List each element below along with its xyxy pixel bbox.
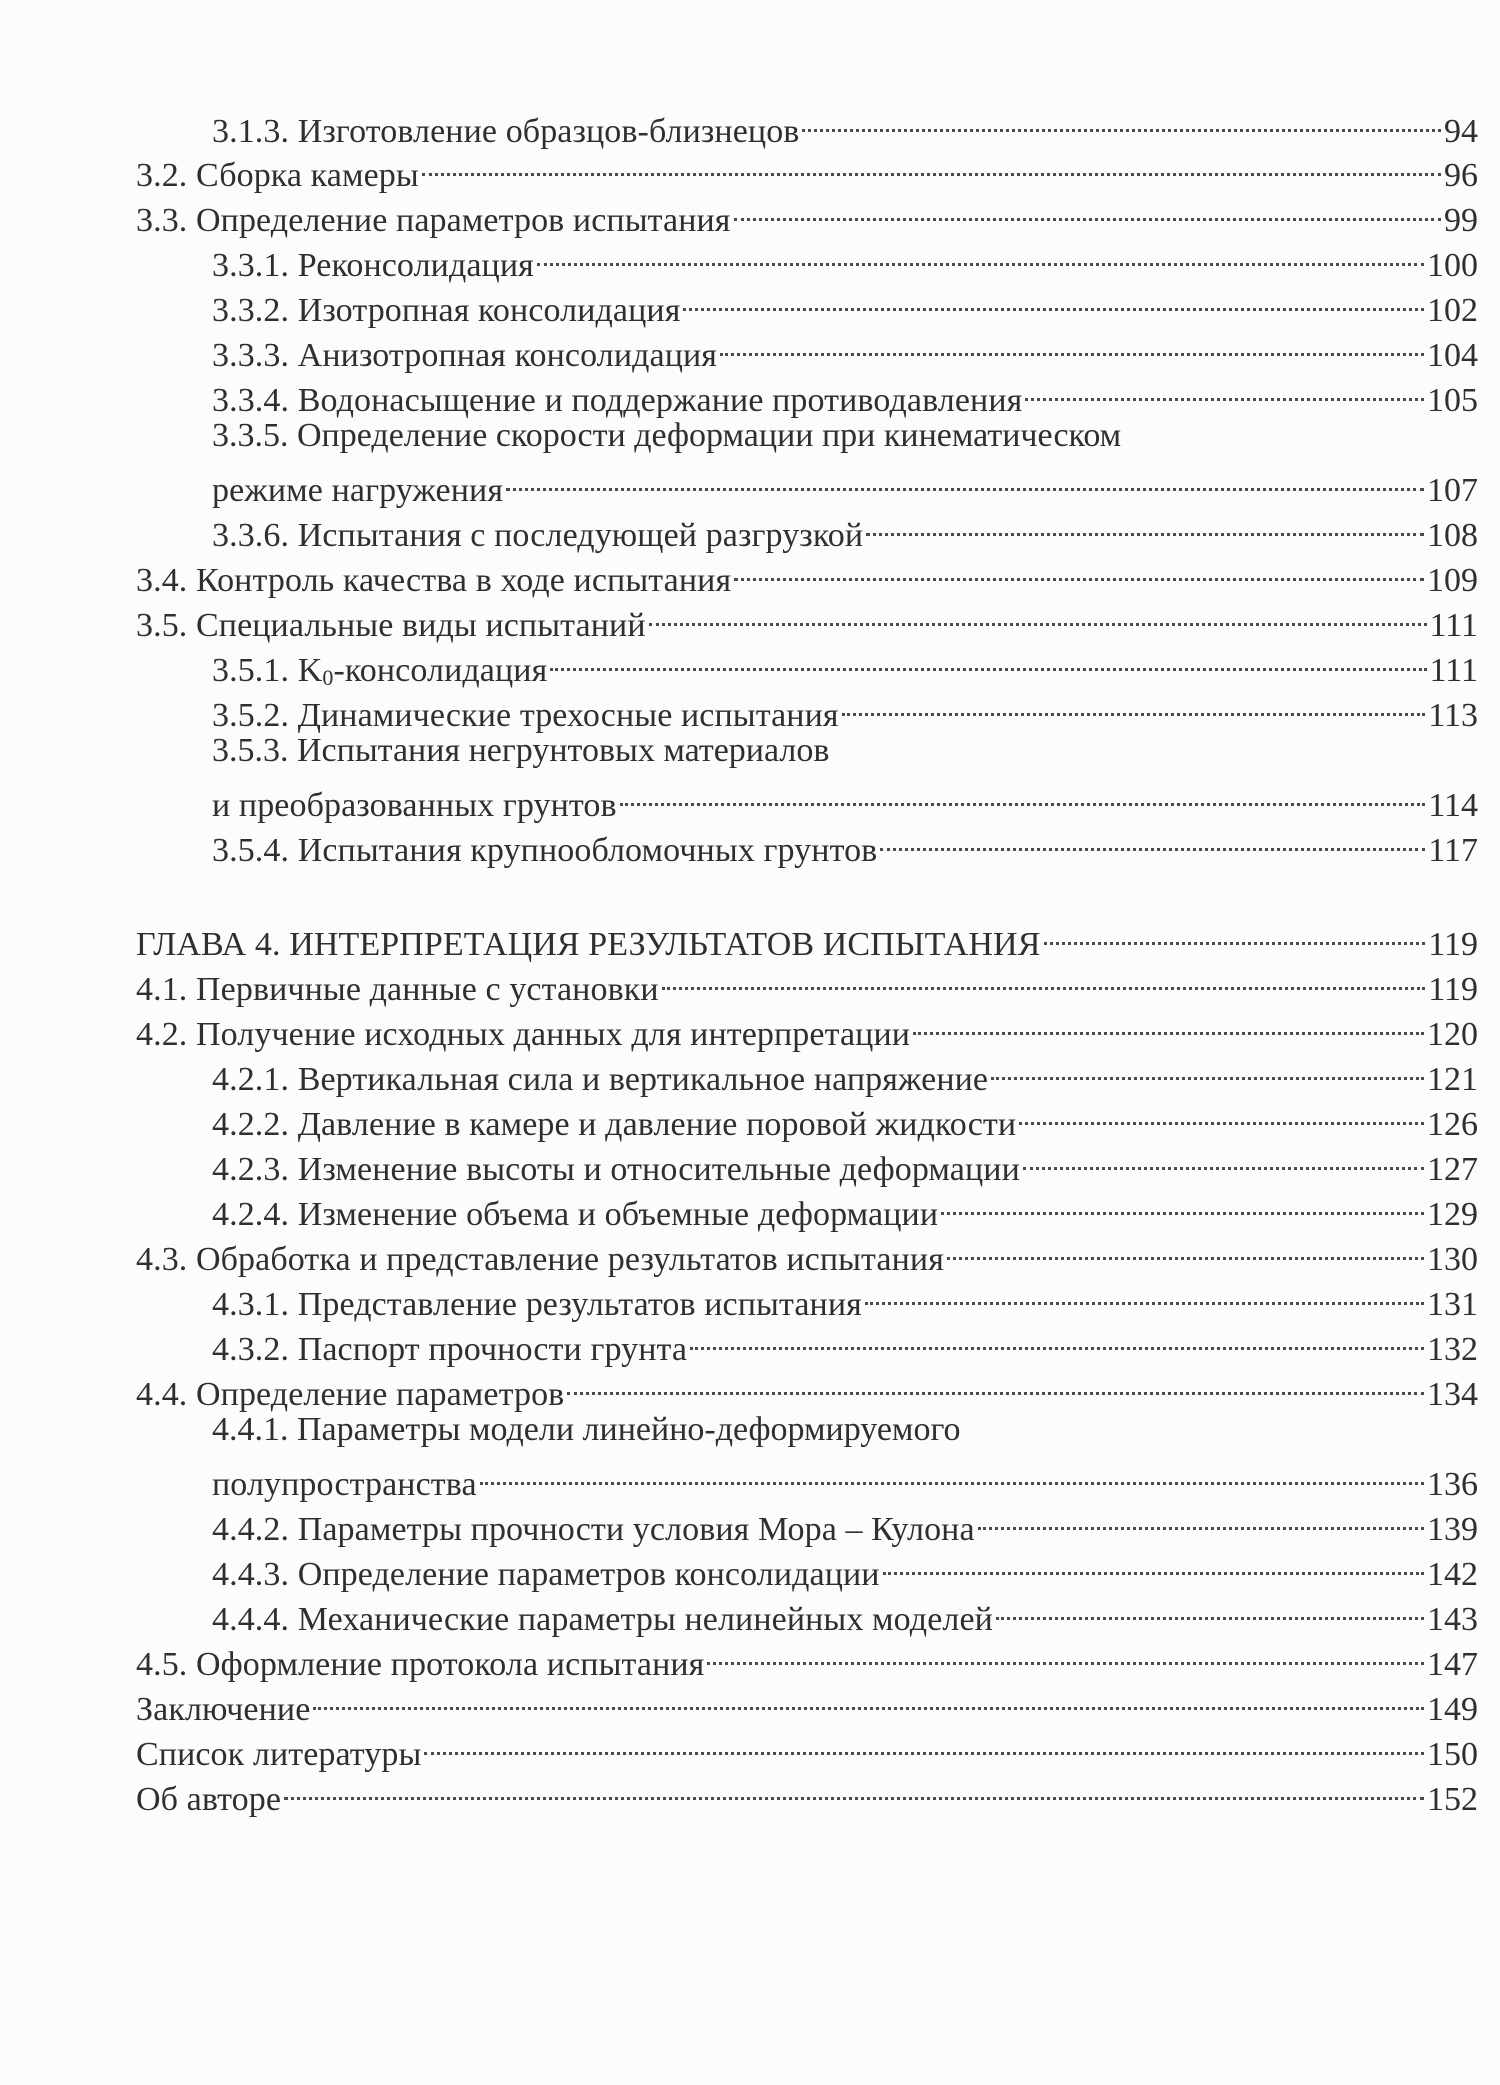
toc-entry (0, 191, 1500, 239)
toc-entry-title: 3.5.2. Динамические трехосные испытания (212, 697, 839, 734)
toc-line (136, 915, 1478, 965)
toc-entry-title: 3.3.3. Анизотропная консолидация (212, 337, 718, 374)
toc-entry-page: 100 (1427, 247, 1478, 284)
dot-leader (662, 960, 1426, 1000)
dot-leader (683, 281, 1424, 321)
toc-entry (0, 236, 1500, 284)
toc-entry (0, 1500, 1500, 1548)
toc-entry-page: 119 (1428, 926, 1478, 963)
toc-entry-title: 4.3.1. Представление результатов испытания (212, 1286, 862, 1323)
toc-entry (0, 1590, 1500, 1638)
toc-entry-page: 121 (1427, 1061, 1478, 1098)
dot-leader (1019, 1095, 1424, 1135)
dot-leader (802, 102, 1441, 142)
toc-entry-page: 129 (1427, 1196, 1478, 1233)
toc-entry-page: 131 (1427, 1286, 1478, 1323)
toc-line (136, 960, 1478, 1010)
toc-entry-title: Заключение (136, 1691, 311, 1728)
toc-entry (0, 371, 1500, 419)
toc-entry (0, 1410, 1500, 1450)
toc-entry-title: 3.3. Определение параметров испытания (136, 202, 731, 239)
toc-entry-page: 134 (1427, 1376, 1478, 1413)
toc-entry (0, 461, 1500, 509)
toc-entry-title: 3.1.3. Изготовление образцов-близнецов (212, 113, 800, 150)
toc-line (212, 1545, 1478, 1595)
toc-entry-title: 3.4. Контроль качества в ходе испытания (136, 562, 732, 599)
toc-entry-title: 4.4. Определение параметров (136, 1376, 565, 1413)
toc-line (136, 1230, 1478, 1280)
dot-leader (991, 1050, 1424, 1090)
toc-entry (0, 1185, 1500, 1233)
toc-line (212, 461, 1478, 511)
toc-entry-title: 4.2.2. Давление в камере и давление поровой жидкости (212, 1106, 1017, 1143)
toc-entry (0, 1365, 1500, 1413)
toc-entry-page: 142 (1427, 1556, 1478, 1593)
toc-entry-page: 120 (1427, 1016, 1478, 1053)
toc-line (136, 1635, 1478, 1685)
toc-entry-page: 113 (1428, 697, 1478, 734)
toc-entry-page: 111 (1429, 652, 1478, 689)
toc-entry-title: 3.3.2. Изотропная консолидация (212, 292, 681, 329)
toc-line (212, 1320, 1478, 1370)
toc-entry-title: 3.3.4. Водонасыщение и поддержание противодавления (212, 382, 1023, 419)
dot-leader (1044, 915, 1426, 955)
dot-leader (720, 326, 1424, 366)
toc-entry-page: 114 (1428, 787, 1478, 824)
dot-leader (1023, 1140, 1424, 1180)
toc-entry-title: 4.4.2. Параметры прочности условия Мора – Кулона (212, 1511, 975, 1548)
toc-entry-page: 119 (1428, 971, 1478, 1008)
toc-entry-page: 107 (1427, 472, 1478, 509)
toc-line (212, 506, 1478, 556)
toc-entry-page: 139 (1427, 1511, 1478, 1548)
dot-leader (284, 1770, 1424, 1810)
toc-entry (0, 551, 1500, 599)
toc-entry-title: 4.4.3. Определение параметров консолидации (212, 1556, 880, 1593)
dot-leader (424, 1725, 1424, 1765)
toc-entry-title: 4.4.4. Механические параметры нелинейных моделей (212, 1601, 993, 1638)
toc-entry-title: 4.2. Получение исходных данных для интерпретации (136, 1016, 911, 1053)
toc-line (136, 1725, 1478, 1775)
toc-entry (0, 1725, 1500, 1773)
toc-entry-page: 99 (1444, 202, 1478, 239)
toc-entry-title: Список литературы (136, 1736, 422, 1773)
toc-line (136, 551, 1478, 601)
dot-leader (567, 1365, 1424, 1405)
toc-entry (0, 776, 1500, 824)
toc-entry (0, 641, 1500, 690)
toc-entry-title-line2: режиме нагружения (212, 472, 504, 509)
toc-entry (0, 731, 1500, 771)
toc-line (212, 686, 1478, 736)
toc-entry-title: 3.3.1. Реконсолидация (212, 247, 534, 284)
toc-entry (0, 1455, 1500, 1503)
toc-entry-page: 96 (1444, 157, 1478, 194)
toc-entry (0, 1005, 1500, 1053)
toc-entry-title: 3.2. Сборка камеры (136, 157, 419, 194)
toc-line (212, 326, 1478, 376)
toc-entry (0, 1275, 1500, 1323)
toc-entry-title-prefix: 3.5.1. K (212, 652, 323, 689)
toc-entry-title-line1: 4.4.1. Параметры модели линейно-деформируемого (212, 1411, 961, 1448)
toc-entry-page: 94 (1444, 113, 1478, 150)
toc-entry-title: 3.3.6. Испытания с последующей разгрузкой (212, 517, 864, 554)
dot-leader (865, 1275, 1424, 1315)
subscript-zero: 0 (322, 665, 334, 690)
toc-line (136, 1770, 1478, 1820)
dot-leader (880, 821, 1425, 861)
toc-entry-title-line1: 3.5.3. Испытания негрунтовых материалов (212, 732, 830, 769)
toc-entry-page: 104 (1427, 337, 1478, 374)
toc-entry-title (212, 651, 547, 691)
toc-entry-page: 102 (1427, 292, 1478, 329)
dot-leader (550, 641, 1426, 681)
toc-line (212, 281, 1478, 331)
toc-line (136, 191, 1478, 241)
toc-entry-page: 132 (1427, 1331, 1478, 1368)
toc-entry-title: 4.1. Первичные данные с установки (136, 971, 659, 1008)
toc-entry (0, 1545, 1500, 1593)
toc-entry-page: 150 (1427, 1736, 1478, 1773)
dot-leader (913, 1005, 1424, 1045)
toc-entry-page: 127 (1427, 1151, 1478, 1188)
toc-entry (0, 326, 1500, 374)
toc-entry (0, 596, 1500, 644)
toc-line (212, 1275, 1478, 1325)
toc-entry (0, 1635, 1500, 1683)
dot-leader (883, 1545, 1424, 1585)
toc-chapter-entry (0, 915, 1500, 963)
toc-entry-title-line1: 3.3.5. Определение скорости деформации при кинематическом (212, 417, 1122, 454)
toc-line (212, 1140, 1478, 1190)
toc-line (212, 1455, 1478, 1505)
toc-line (212, 1050, 1478, 1100)
dot-leader (947, 1230, 1424, 1270)
dot-leader (842, 686, 1426, 726)
toc-entry (0, 416, 1500, 456)
toc-entry-page: 117 (1428, 832, 1478, 869)
toc-line (212, 1500, 1478, 1550)
toc-entry-page: 130 (1427, 1241, 1478, 1278)
toc-line (212, 1095, 1478, 1145)
toc-entry (0, 960, 1500, 1008)
dot-leader (506, 461, 1424, 501)
toc-line (136, 146, 1478, 196)
toc-entry-title: Об авторе (136, 1781, 282, 1818)
toc-entry-page: 105 (1427, 382, 1478, 419)
toc-entry (0, 281, 1500, 329)
toc-line (212, 1590, 1478, 1640)
dot-leader (480, 1455, 1424, 1495)
dot-leader (996, 1590, 1424, 1630)
toc-line (212, 641, 1478, 691)
toc-entry-page: 126 (1427, 1106, 1478, 1143)
toc-line (212, 1185, 1478, 1235)
toc-line (212, 821, 1478, 871)
toc-line (212, 236, 1478, 286)
toc-entry-page: 143 (1427, 1601, 1478, 1638)
dot-leader (422, 146, 1441, 186)
toc-entry-title: 4.2.1. Вертикальная сила и вертикальное напряжение (212, 1061, 989, 1098)
toc-entry-title: 4.3.2. Паспорт прочности грунта (212, 1331, 688, 1368)
toc-entry (0, 821, 1500, 869)
toc-entry-title-suffix: -консолидация (333, 652, 548, 689)
toc-entry (0, 146, 1500, 194)
dot-leader (313, 1680, 1424, 1720)
dot-leader (1025, 371, 1424, 411)
toc-entry-title: 3.5.4. Испытания крупнообломочных грунтов (212, 832, 878, 869)
toc-entry-page: 152 (1427, 1781, 1478, 1818)
toc-entry-title: 4.3. Обработка и представление результатов испытания (136, 1241, 944, 1278)
toc-line (212, 776, 1478, 826)
toc-entry (0, 506, 1500, 554)
toc-entry-page: 136 (1427, 1466, 1478, 1503)
dot-leader (978, 1500, 1424, 1540)
toc-entry (0, 1095, 1500, 1143)
chapter-title: ГЛАВА 4. ИНТЕРПРЕТАЦИЯ РЕЗУЛЬТАТОВ ИСПЫТАНИЯ (136, 926, 1041, 963)
toc-entry-page: 149 (1427, 1691, 1478, 1728)
toc-entry (0, 1320, 1500, 1368)
dot-leader (734, 191, 1441, 231)
toc-entry (0, 1230, 1500, 1278)
toc-entry (0, 1770, 1500, 1818)
toc-line (136, 1005, 1478, 1055)
toc-entry-page: 108 (1427, 517, 1478, 554)
dot-leader (734, 551, 1424, 591)
toc-entry (0, 102, 1500, 150)
toc-line (136, 1365, 1478, 1415)
toc-entry-page: 111 (1429, 607, 1478, 644)
toc-entry-title: 4.2.3. Изменение высоты и относительные деформации (212, 1151, 1020, 1188)
toc-entry (0, 1050, 1500, 1098)
dot-leader (690, 1320, 1424, 1360)
dot-leader (620, 776, 1426, 816)
toc-entry (0, 686, 1500, 734)
toc-line (212, 371, 1478, 421)
toc-line (212, 102, 1478, 152)
toc-entry-title-line2: полупространства (212, 1466, 477, 1503)
toc-line (136, 596, 1478, 646)
dot-leader (941, 1185, 1424, 1225)
toc-entry-title: 4.2.4. Изменение объема и объемные деформации (212, 1196, 939, 1233)
dot-leader (537, 236, 1424, 276)
toc-entry (0, 1140, 1500, 1188)
toc-entry-title: 3.5. Специальные виды испытаний (136, 607, 646, 644)
toc-entry-title-line2: и преобразованных грунтов (212, 787, 617, 824)
toc-line (136, 1680, 1478, 1730)
dot-leader (649, 596, 1427, 636)
dot-leader (707, 1635, 1424, 1675)
dot-leader (866, 506, 1424, 546)
toc-entry-page: 109 (1427, 562, 1478, 599)
toc-entry (0, 1680, 1500, 1728)
toc-entry-title: 4.5. Оформление протокола испытания (136, 1646, 705, 1683)
toc-entry-page: 147 (1427, 1646, 1478, 1683)
